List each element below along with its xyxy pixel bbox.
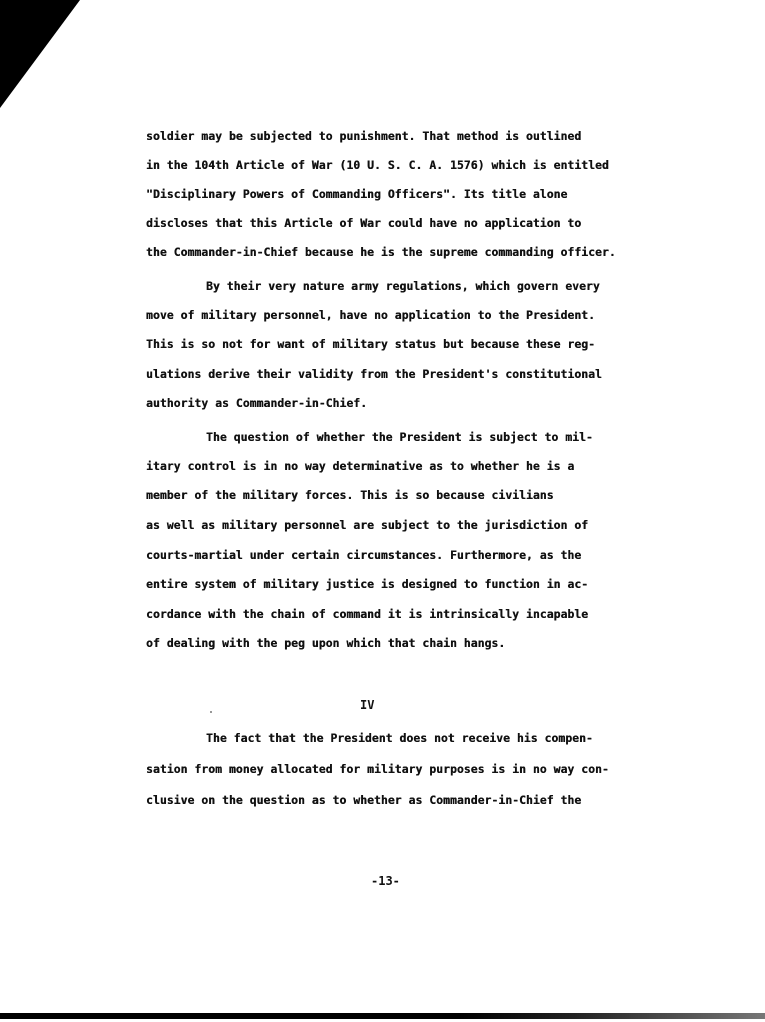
section-heading: IV xyxy=(360,698,375,712)
text-line: ulations derive their validity from the President's constitutional xyxy=(146,367,602,381)
text-line: the Commander-in-Chief because he is the supreme commanding officer. xyxy=(146,245,616,259)
text-line: member of the military forces. This is so because civilians xyxy=(146,488,554,502)
page-number: -13- xyxy=(371,874,400,888)
text-line: move of military personnel, have no application to the President. xyxy=(146,308,596,322)
text-line: courts-martial under certain circumstances. Furthermore, as the xyxy=(146,548,582,562)
text-line: itary control is in no way determinative as to whether he is a xyxy=(146,459,575,473)
text-line: By their very nature army regulations, which govern every xyxy=(206,279,600,293)
text-line: cordance with the chain of command it is intrinsically incapable xyxy=(146,607,589,621)
text-line: discloses that this Article of War could have no application to xyxy=(146,216,582,230)
text-line: of dealing with the peg upon which that chain hangs. xyxy=(146,636,506,650)
text-line: The fact that the President does not receive his compen- xyxy=(206,731,593,745)
text-line: The question of whether the President is subject to mil- xyxy=(206,430,593,444)
text-line: soldier may be subjected to punishment. That method is outlined xyxy=(146,129,582,143)
scan-corner-mark xyxy=(0,0,80,108)
scan-bottom-edge xyxy=(0,1013,765,1019)
text-line: authority as Commander-in-Chief. xyxy=(146,396,368,410)
text-line: as well as military personnel are subject to the jurisdiction of xyxy=(146,518,589,532)
scan-speck xyxy=(210,711,212,713)
text-line: in the 104th Article of War (10 U. S. C. A. 1576) which is entitled xyxy=(146,158,609,172)
text-line: This is so not for want of military status but because these reg- xyxy=(146,337,596,351)
text-line: entire system of military justice is designed to function in ac- xyxy=(146,577,589,591)
text-line: "Disciplinary Powers of Commanding Officers". Its title alone xyxy=(146,187,568,201)
text-line: sation from money allocated for military purposes is in no way con- xyxy=(146,762,609,776)
text-line: clusive on the question as to whether as Commander-in-Chief the xyxy=(146,793,582,807)
